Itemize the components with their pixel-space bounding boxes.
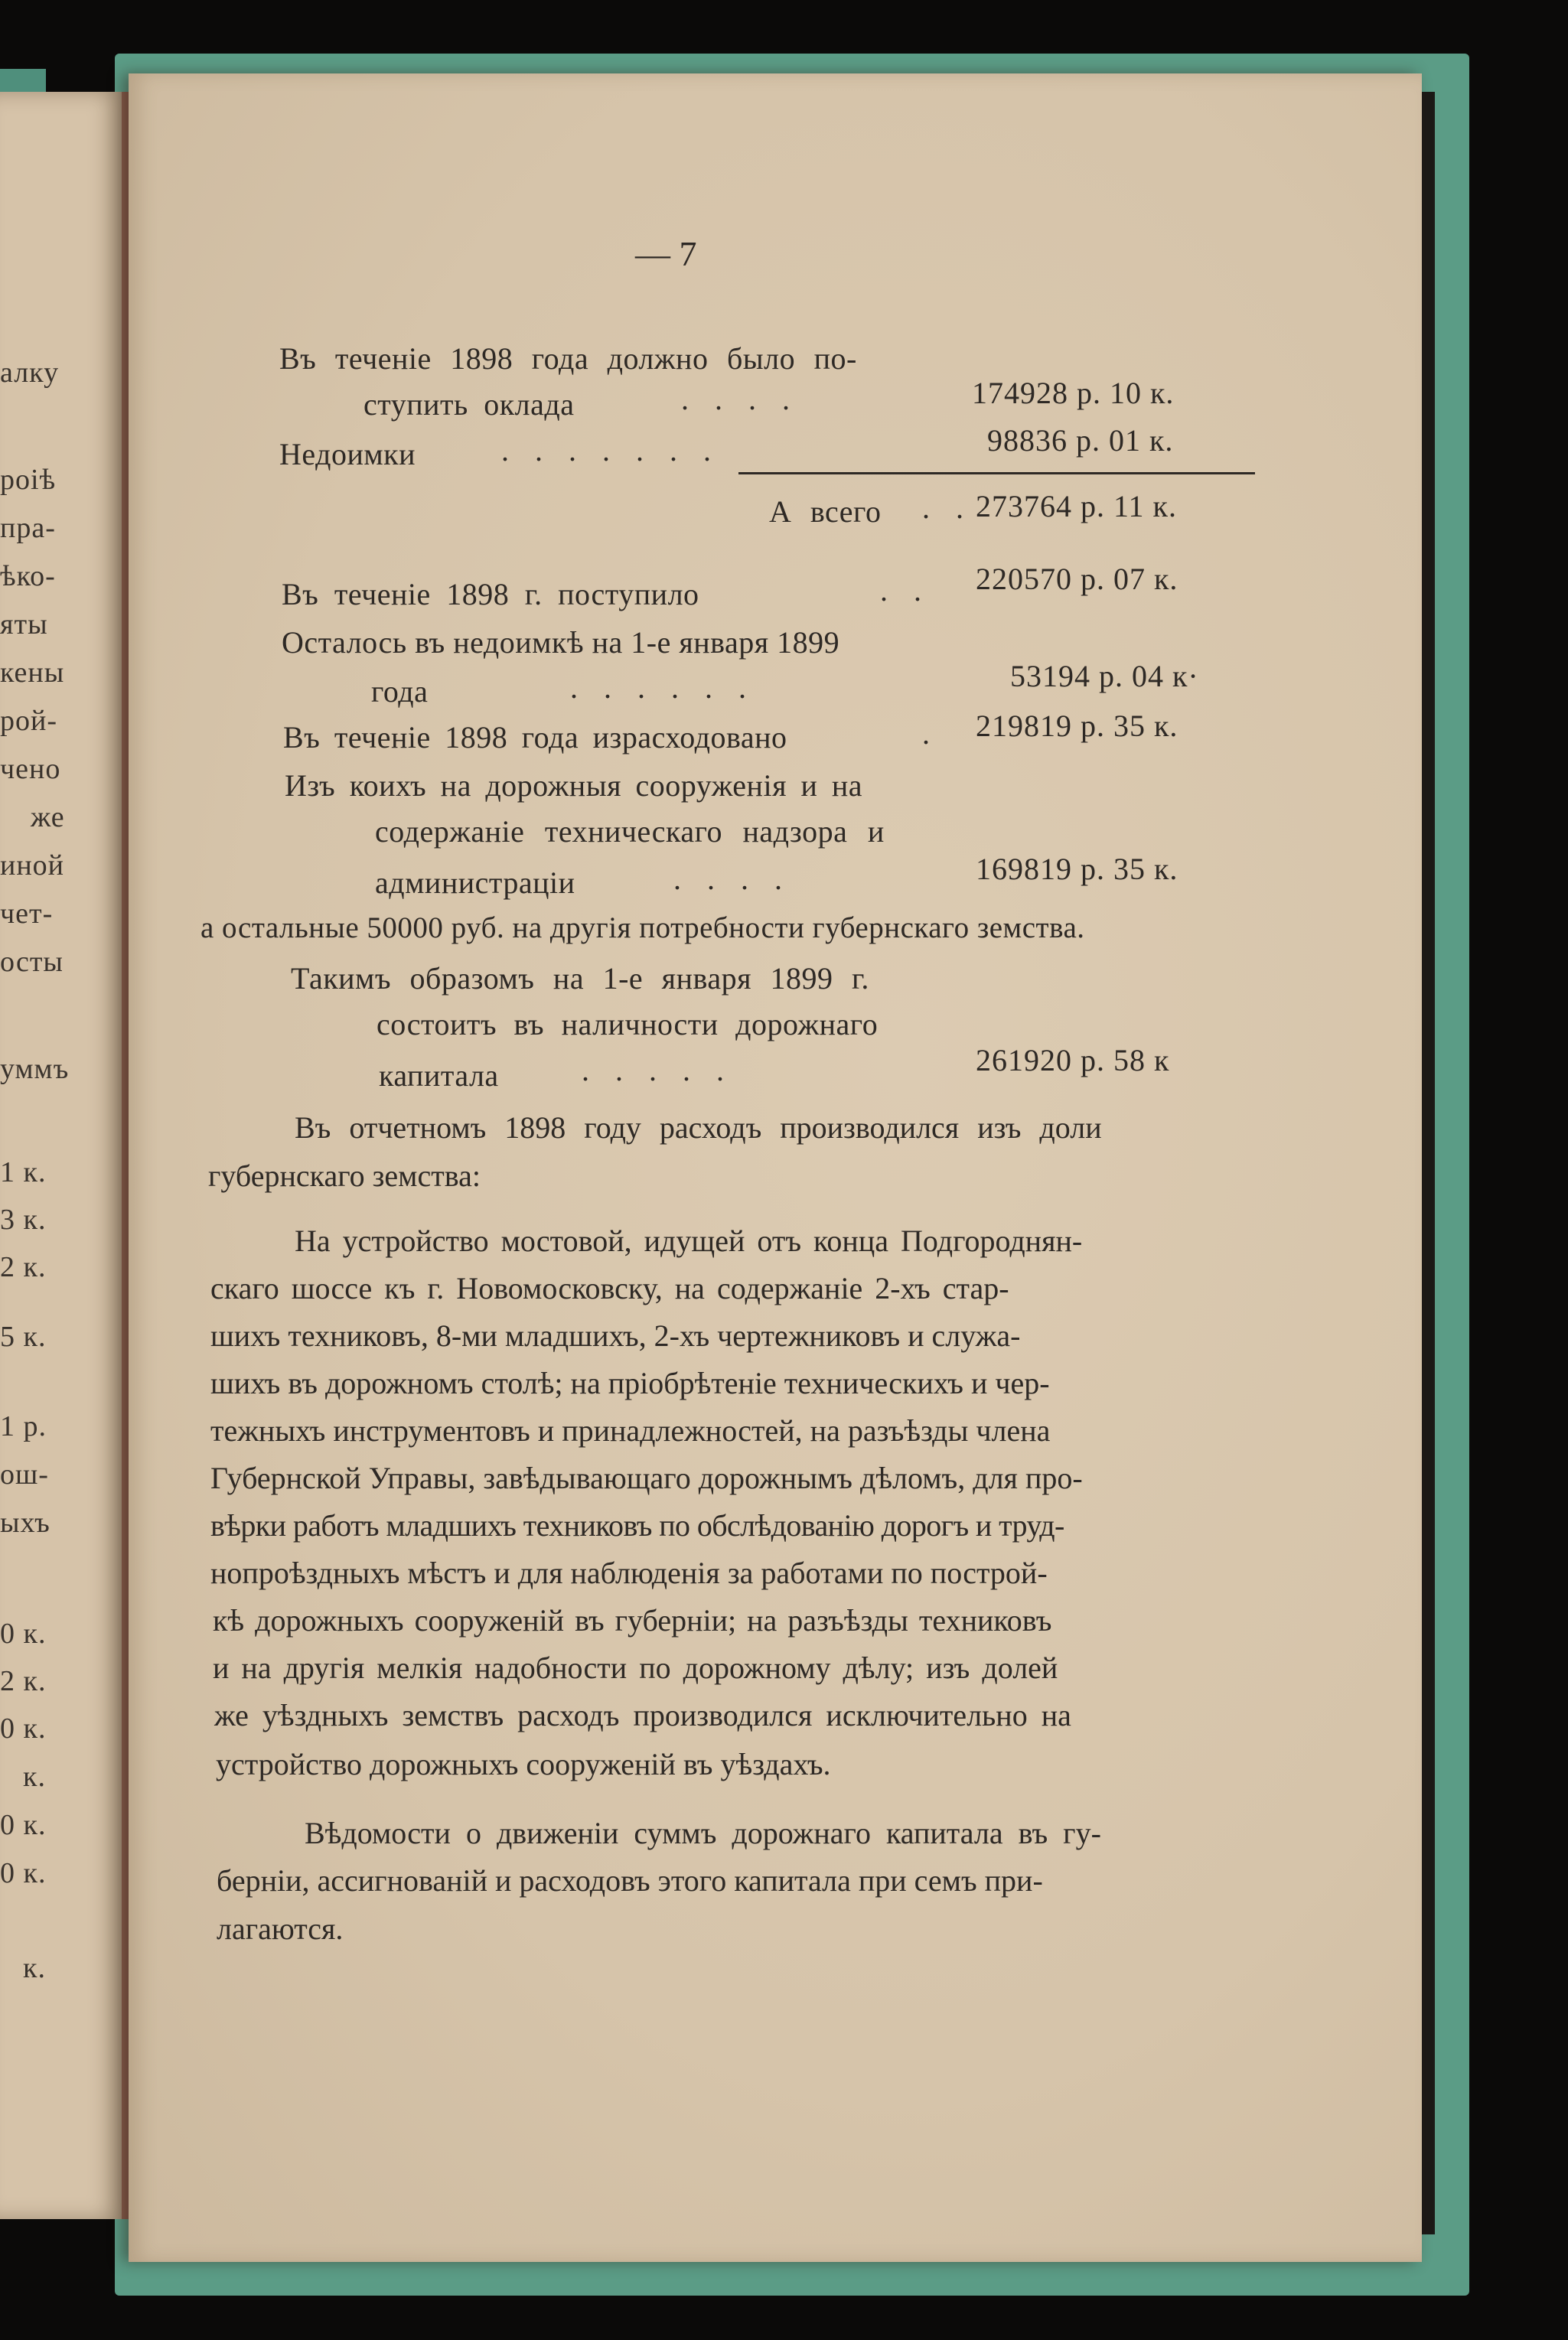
left-page-fragment: осты (0, 946, 64, 978)
left-page-fragment: 5 к. (0, 1321, 47, 1353)
ledger-amount: 273764 р. 11 к. (976, 489, 1177, 523)
leader-dots: .. (880, 573, 947, 608)
paragraph-line: Губернской Управы, завѣдывающаго дорожнымъ дѣломъ, для про- (210, 1461, 1083, 1495)
paragraph-line: же уѣздныхъ земствъ расходъ производился исключительно на (214, 1698, 1071, 1732)
left-page-fragment: 0 к. (0, 1618, 47, 1650)
ledger-line: содержанiе техническаго надзора и (375, 814, 885, 849)
leader-dots: .... (673, 862, 808, 896)
ledger-line: А всего (769, 494, 882, 529)
left-page-fragment: чет- (0, 898, 54, 930)
left-page-fragment: 0 к. (0, 1809, 47, 1841)
left-page-fragment: же (31, 801, 65, 833)
left-page-fragment: 3 к. (0, 1204, 47, 1236)
left-page-fragment: чено (0, 753, 61, 785)
paragraph-line: Въ отчетномъ 1898 году расходъ производился изъ доли (295, 1110, 1102, 1145)
leader-dots: ...... (570, 670, 772, 705)
paragraph-line: бернiи, ассигнованiй и расходовъ этого капитала при семъ при- (217, 1863, 1043, 1898)
paragraph-line: нопроѣздныхъ мѣстъ и для наблюденiя за работами по построй- (210, 1556, 1048, 1590)
ledger-line: Въ теченiе 1898 года израсходовано (283, 720, 787, 754)
left-page-fragment: рой- (0, 705, 57, 737)
left-page-fragment: ыхъ (0, 1507, 51, 1539)
leader-dots: . (922, 716, 956, 751)
ledger-line: администрацiи (375, 865, 575, 900)
previous-page-edge (0, 92, 126, 2219)
paragraph-line: устройство дорожныхъ сооруженiй въ уѣздахъ. (216, 1747, 831, 1781)
left-page-fragment: кены (0, 657, 65, 689)
leader-dots: .... (681, 382, 816, 416)
left-page-fragment: яты (0, 608, 48, 640)
ledger-line: а остальные 50000 руб. на другiя потребности губернскаго земства. (200, 911, 1085, 944)
ledger-line: Въ теченiе 1898 г. поступило (282, 577, 699, 611)
left-page-fragment: ѣко- (0, 560, 56, 592)
ledger-line: Недоимки (279, 437, 416, 471)
left-page-fragment: алку (0, 357, 60, 389)
page-number: — 7 (635, 234, 697, 273)
ledger-amount: 174928 р. 10 к. (972, 376, 1175, 410)
paragraph-line: шихъ техниковъ, 8-ми младшихъ, 2-хъ чертежниковъ и служа- (210, 1318, 1021, 1353)
ledger-line: состоитъ въ наличности дорожнаго (377, 1007, 879, 1041)
left-page-fragment: ош- (0, 1458, 49, 1491)
left-page-fragment: 0 к. (0, 1713, 47, 1745)
ledger-line: ступить оклада (363, 387, 575, 422)
ledger-line: Такимъ образомъ на 1-е января 1899 г. (291, 961, 869, 996)
left-page-fragment: роiѣ (0, 464, 57, 496)
ledger-line: года (371, 674, 429, 709)
ledger-line: Изъ коихъ на дорожныя сооруженiя и на (285, 768, 863, 803)
ledger-line: Въ теченiе 1898 года должно было по- (279, 341, 857, 376)
sum-rule (738, 472, 1255, 474)
ledger-amount: 220570 р. 07 к. (976, 562, 1178, 596)
ledger-amount: 261920 р. 58 к (976, 1043, 1170, 1077)
paragraph-line: вѣрки работъ младшихъ техниковъ по обслѣдованiю дорогъ и труд- (210, 1508, 1064, 1543)
left-page-fragment: к. (23, 1952, 46, 1984)
ledger-amount: 169819 р. 35 к. (976, 852, 1178, 886)
left-page-fragment: к. (23, 1761, 46, 1793)
leader-dots: ....... (501, 433, 737, 468)
paragraph-line: губернскаго земства: (208, 1159, 481, 1193)
left-page-fragment: пра- (0, 512, 56, 544)
ledger-line: капитала (379, 1058, 499, 1093)
ledger-amount: 219819 р. 35 к. (976, 709, 1178, 743)
paragraph-line: На устройство мостовой, идущей отъ конца Подгороднян- (295, 1224, 1083, 1258)
paragraph-line: лагаются. (217, 1911, 344, 1946)
paragraph-line: кѣ дорожныхъ сооруженiй въ губернiи; на разъѣзды техниковъ (213, 1603, 1052, 1638)
ledger-line: Осталось въ недоимкѣ на 1-е января 1899 (282, 625, 840, 660)
left-page-fragment: 2 к. (0, 1665, 47, 1697)
leader-dots: .. (922, 490, 989, 525)
left-page-fragment: 1 р. (0, 1410, 47, 1442)
left-page-fragment: уммъ (0, 1053, 70, 1085)
left-page-fragment: иной (0, 849, 65, 882)
paragraph-line: скаго шоссе къ г. Новомосковску, на содержанiе 2-хъ стар- (210, 1271, 1009, 1305)
paragraph-line: Вѣдомости о движенiи суммъ дорожнаго капитала въ гу- (305, 1816, 1101, 1850)
paragraph-line: шихъ въ дорожномъ столѣ; на прiобрѣтенiе техническихъ и чер- (210, 1366, 1050, 1400)
ledger-amount: 98836 р. 01 к. (987, 423, 1174, 458)
left-page-fragment: 0 к. (0, 1857, 47, 1889)
leader-dots: ..... (582, 1053, 750, 1087)
paragraph-line: и на другiя мелкiя надобности по дорожному дѣлу; изъ долей (213, 1651, 1058, 1685)
ledger-amount: 53194 р. 04 к· (1010, 659, 1199, 693)
paragraph-line: тежныхъ инструментовъ и принадлежностей, на разъѣзды члена (210, 1413, 1051, 1448)
left-page-fragment: 2 к. (0, 1251, 47, 1283)
left-page-fragment: 1 к. (0, 1156, 47, 1188)
